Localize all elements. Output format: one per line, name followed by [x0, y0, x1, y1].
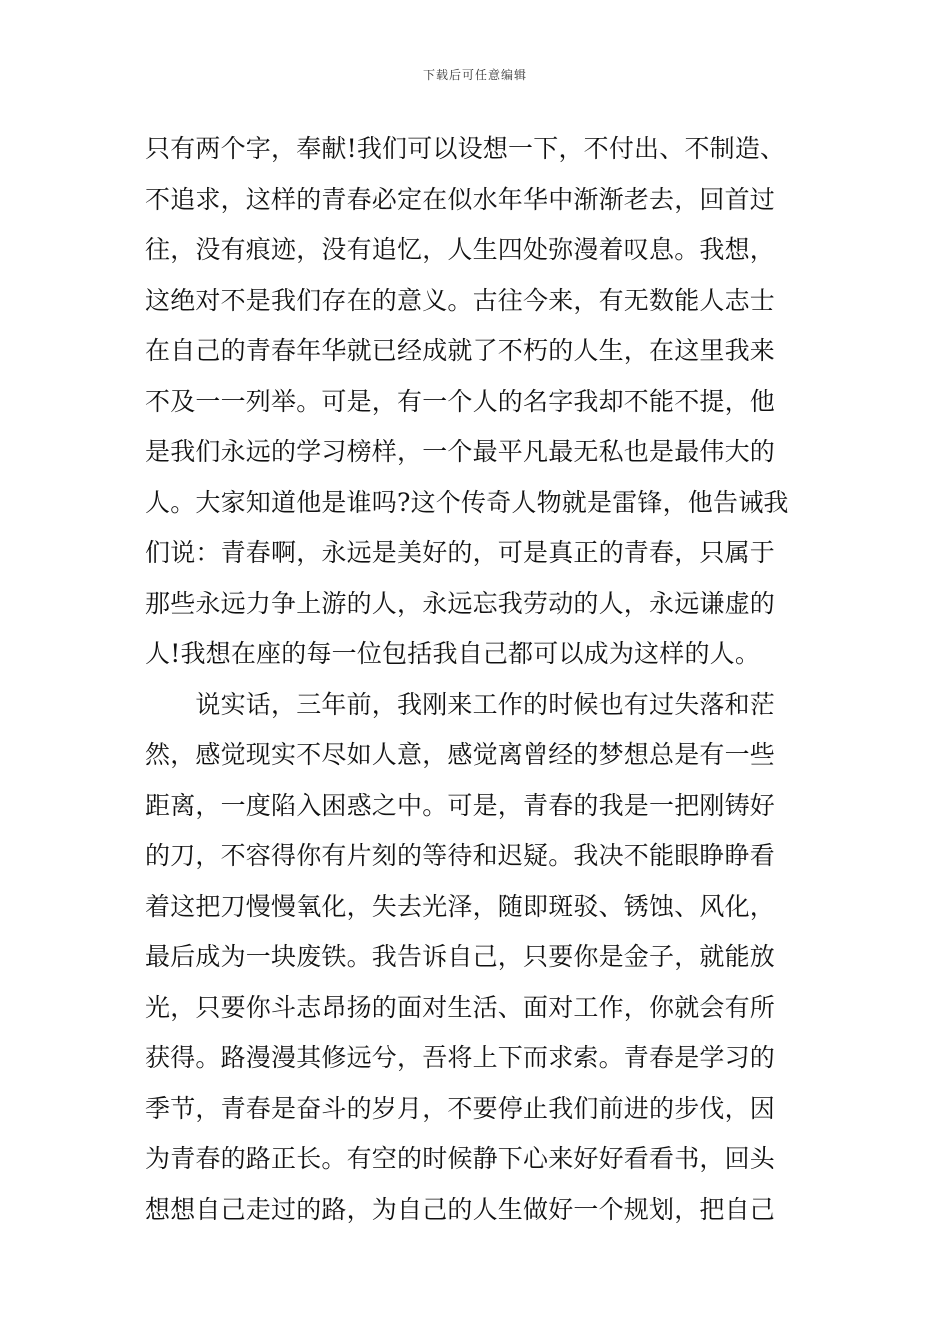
- text-line: 然，感觉现实不尽如人意，感觉离曾经的梦想总是有一些: [145, 740, 776, 769]
- text-line: 不追求，这样的青春必定在似水年华中渐渐老去，回首过: [145, 184, 776, 214]
- text-line: 往，没有痕迹，没有追忆，人生四处弥漫着叹息。我想，: [145, 235, 776, 264]
- body-text: [145, 124, 810, 1235]
- text-line: 只有两个字，奉献!我们可以设想一下，不付出、不制造、: [145, 134, 786, 163]
- page-header: 下载后可任意编辑: [422, 68, 527, 82]
- text-line: 为青春的路正长。有空的时候静下心来好好看看书，回头: [145, 1144, 776, 1173]
- text-line: 人!我想在座的每一位包括我自己都可以成为这样的人。: [145, 639, 761, 668]
- text-line: 不及一一列举。可是，有一个人的名字我却不能不提，他: [145, 386, 776, 416]
- text-line: 那些永远力争上游的人，永远忘我劳动的人，永远谦虚的: [145, 588, 776, 618]
- text-line: 光，只要你斗志昂扬的面对生活、面对工作，你就会有所: [145, 992, 776, 1022]
- text-line: 是我们永远的学习榜样，一个最平凡最无私也是最伟大的: [145, 437, 776, 466]
- text-line: 们说：青春啊，永远是美好的，可是真正的青春，只属于: [145, 538, 776, 567]
- text-line: 距离，一度陷入困惑之中。可是，青春的我是一把刚铸好: [145, 790, 776, 820]
- text-line: 在自己的青春年华就已经成就了不朽的人生，在这里我来: [145, 336, 776, 365]
- text-line: 获得。路漫漫其修远兮，吾将上下而求索。青春是学习的: [145, 1043, 776, 1072]
- text-line: 人。大家知道他是谁吗?这个传奇人物就是雷锋，他告诫我: [145, 487, 789, 517]
- text-line: 着这把刀慢慢氧化，失去光泽，随即斑驳、锈蚀、风化，: [145, 891, 776, 921]
- paragraph-start-line: 说实话，三年前，我刚来工作的时候也有过失落和茫: [145, 689, 776, 719]
- text-line: 这绝对不是我们存在的意义。古往今来，有无数能人志士: [145, 285, 776, 315]
- text-line: 季节，青春是奋斗的岁月，不要停止我们前进的步伐，因: [145, 1093, 776, 1123]
- text-line: 的刀，不容得你有片刻的等待和迟疑。我决不能眼睁睁看: [145, 841, 776, 870]
- text-line: 最后成为一块废铁。我告诉自己，只要你是金子，就能放: [145, 942, 776, 971]
- text-line: 想想自己走过的路，为自己的人生做好一个规划，把自己: [145, 1194, 776, 1224]
